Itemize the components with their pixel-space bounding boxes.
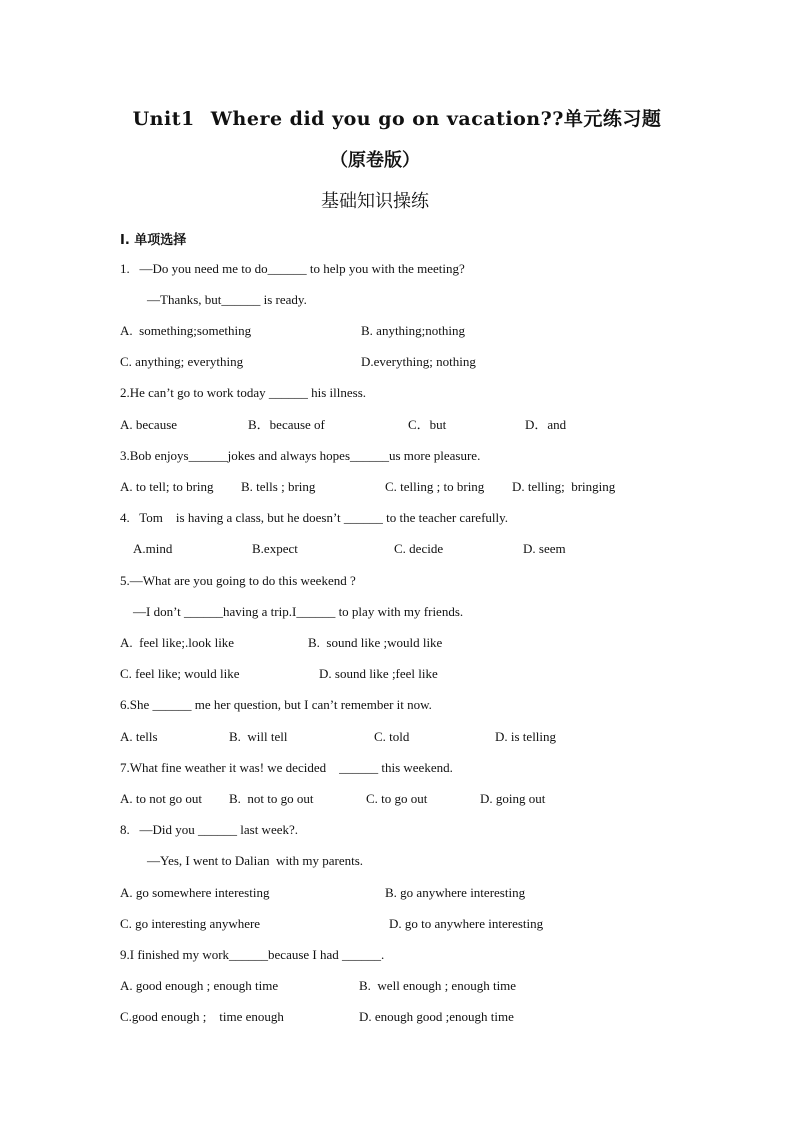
question-stem-reply: —I don’t ______having a trip.I______ to play with my friends. [133, 604, 464, 619]
option-a: A. because [120, 417, 178, 432]
option-c: C. decide [394, 541, 444, 556]
title-main: Where did you go on vacation??单元练习题 [210, 108, 662, 130]
option-d: D. sound like ;feel like [319, 666, 438, 681]
question-stem: 3.Bob enjoys______jokes and always hopes______us more pleasure. [120, 448, 481, 463]
option-b: B. will tell [229, 729, 288, 744]
option-c: C. feel like; would like [120, 666, 240, 681]
document-subtitle: （原卷版） [330, 150, 420, 171]
option-a: A. something;something [120, 323, 252, 338]
option-d: D. seem [523, 541, 566, 556]
option-a: A. go somewhere interesting [120, 885, 270, 900]
question-stem: 6.She ______ me her question, but I can’t remember it now. [120, 697, 432, 712]
question-stem: 9.I finished my work______because I had ______. [120, 947, 385, 962]
option-b: B. well enough ; enough time [359, 978, 517, 993]
option-c: C. anything; everything [120, 354, 244, 369]
option-c: C.good enough ; time enough [120, 1009, 284, 1024]
option-a: A. to not go out [120, 791, 202, 806]
option-b: B. sound like ;would like [308, 635, 443, 650]
question-stem-reply: —Thanks, but______ is ready. [147, 292, 307, 307]
option-d: D. enough good ;enough time [359, 1009, 514, 1024]
option-b: B. go anywhere interesting [385, 885, 526, 900]
option-b: B.expect [252, 541, 298, 556]
document-title [0, 104, 794, 131]
title-unit: Unit1 [132, 108, 195, 130]
question-stem: 4. Tom is having a class, but he doesn’t ______ to the teacher carefully. [120, 510, 509, 525]
option-d: D.everything; nothing [361, 354, 476, 369]
option-d: D. going out [480, 791, 546, 806]
option-a: A. good enough ; enough time [120, 978, 279, 993]
option-a: A. to tell; to bring [120, 479, 214, 494]
question-stem: 2.He can’t go to work today ______ his illness. [120, 385, 367, 400]
question-stem: 8. —Did you ______ last week?. [120, 822, 299, 837]
option-c: C. go interesting anywhere [120, 916, 261, 931]
option-d: D. telling; bringing [512, 479, 616, 494]
option-d: D．and [525, 417, 567, 432]
section-label: I. 单项选择 [120, 233, 187, 248]
question-stem: 5.—What are you going to do this weekend ? [120, 573, 356, 588]
option-c: C．but [408, 417, 447, 432]
option-a: A.mind [133, 541, 173, 556]
question-stem: 1. —Do you need me to do______ to help you with the meeting? [120, 261, 465, 276]
option-b: B. tells ; bring [241, 479, 316, 494]
question-stem: 7.What fine weather it was! we decided ______ this weekend. [120, 760, 453, 775]
option-d: D. is telling [495, 729, 557, 744]
option-b: B. anything;nothing [361, 323, 465, 338]
option-c: C. to go out [366, 791, 428, 806]
section-heading: 基础知识操练 [321, 191, 429, 212]
question-stem-reply: —Yes, I went to Dalian with my parents. [147, 853, 364, 868]
option-c: C. told [374, 729, 410, 744]
option-a: A. feel like;.look like [120, 635, 235, 650]
option-b: B. not to go out [229, 791, 314, 806]
option-c: C. telling ; to bring [385, 479, 485, 494]
option-d: D. go to anywhere interesting [389, 916, 544, 931]
option-b: B．because of [248, 417, 325, 432]
option-a: A. tells [120, 729, 158, 744]
